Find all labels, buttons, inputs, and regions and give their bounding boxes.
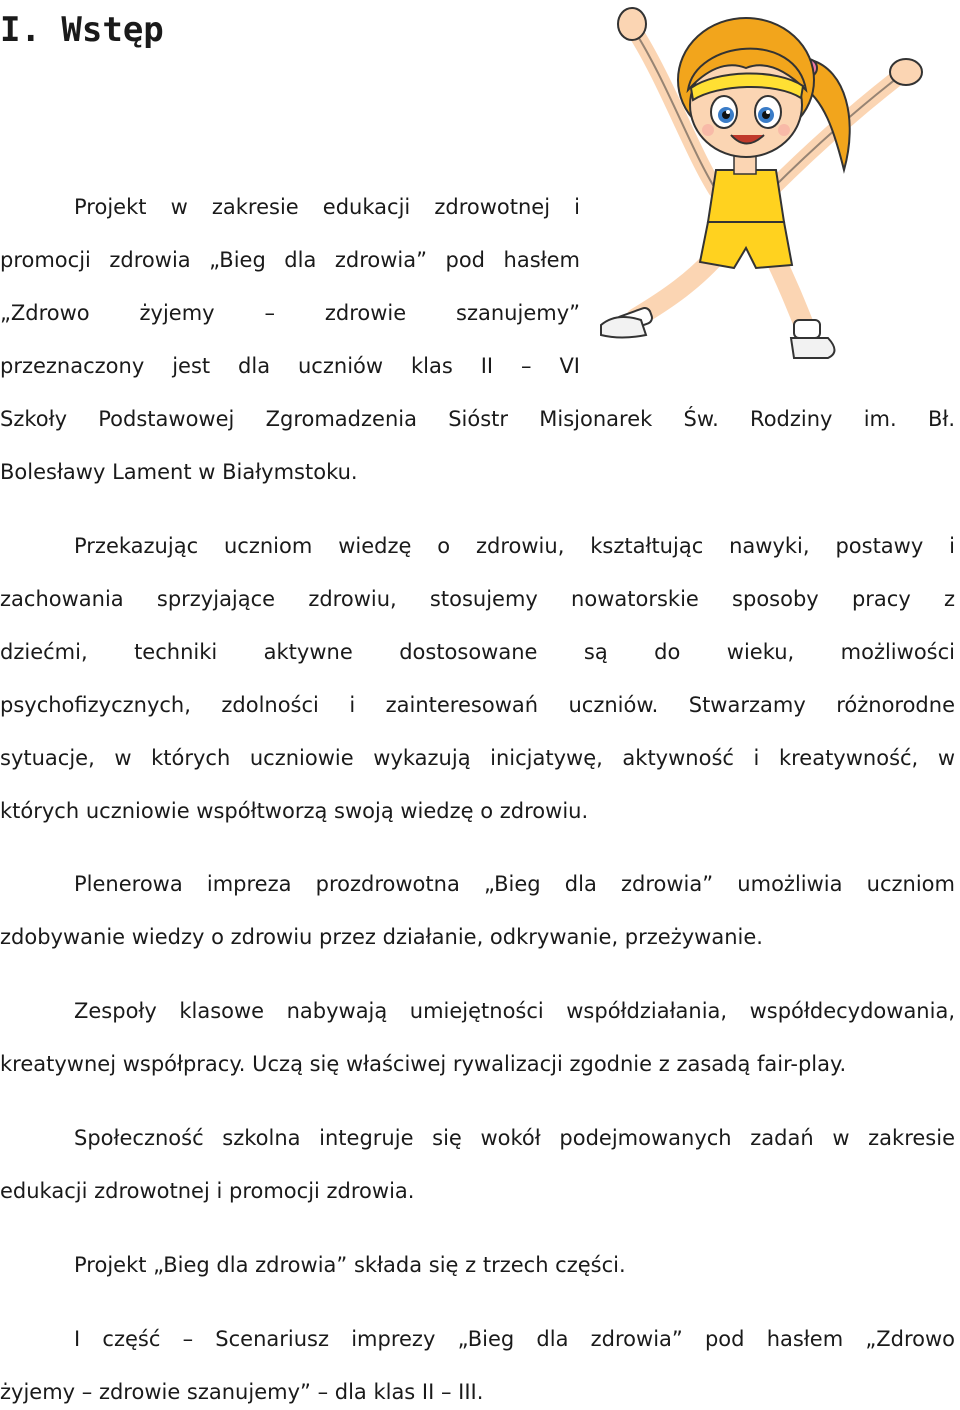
paragraph-5-line-2: edukacji zdrowotnej i promocji zdrowia. <box>0 1179 415 1203</box>
paragraph-1-line-1: Projekt w zakresie edukacji zdrowotnej i <box>74 195 580 219</box>
paragraph-2-line-4: psychofizycznych, zdolności i zainteresowań uczniów. Stwarzamy różnorodne <box>0 693 955 717</box>
paragraph-4-line-1: Zespoły klasowe nabywają umiejętności współdziałania, współdecydowania, <box>74 999 955 1023</box>
paragraph-2-line-3: dziećmi, techniki aktywne dostosowane są do wieku, możliwości <box>0 640 955 664</box>
paragraph-1-line-6: Bolesławy Lament w Białymstoku. <box>0 460 358 484</box>
paragraph-2-line-1: Przekazując uczniom wiedzę o zdrowiu, kształtując nawyki, postawy i <box>74 534 955 558</box>
paragraph-7-line-2: żyjemy – zdrowie szanujemy” – dla klas II – III. <box>0 1380 484 1404</box>
paragraph-1-line-2: promocji zdrowia „Bieg dla zdrowia” pod hasłem <box>0 248 580 272</box>
girl-jumping-icon <box>596 0 960 368</box>
paragraph-2-line-2: zachowania sprzyjające zdrowiu, stosujemy nowatorskie sposoby pracy z <box>0 587 955 611</box>
paragraph-5-line-1: Społeczność szkolna integruje się wokół podejmowanych zadań w zakresie <box>74 1126 955 1150</box>
paragraph-4-line-2: kreatywnej współpracy. Uczą się właściwej rywalizacji zgodnie z zasadą fair-play. <box>0 1052 847 1076</box>
paragraph-1-line-5: Szkoły Podstawowej Zgromadzenia Sióstr Misjonarek Św. Rodziny im. Bł. <box>0 407 955 431</box>
paragraph-3-line-2: zdobywanie wiedzy o zdrowiu przez działanie, odkrywanie, przeżywanie. <box>0 925 763 949</box>
section-heading: I. Wstęp <box>0 10 164 50</box>
paragraph-6-line-1: Projekt „Bieg dla zdrowia” składa się z trzech części. <box>74 1253 626 1277</box>
paragraph-2-line-5: sytuacje, w których uczniowie wykazują inicjatywę, aktywność i kreatywność, w <box>0 746 955 770</box>
paragraph-3-line-1: Plenerowa impreza prozdrowotna „Bieg dla zdrowia” umożliwia uczniom <box>74 872 955 896</box>
paragraph-7-line-1: I część – Scenariusz imprezy „Bieg dla zdrowia” pod hasłem „Zdrowo <box>74 1327 955 1351</box>
paragraph-1-line-3: „Zdrowo żyjemy – zdrowie szanujemy” <box>0 301 580 325</box>
paragraph-1-line-4: przeznaczony jest dla uczniów klas II – VI <box>0 354 580 378</box>
paragraph-2-line-6: których uczniowie współtworzą swoją wiedzę o zdrowiu. <box>0 799 589 823</box>
